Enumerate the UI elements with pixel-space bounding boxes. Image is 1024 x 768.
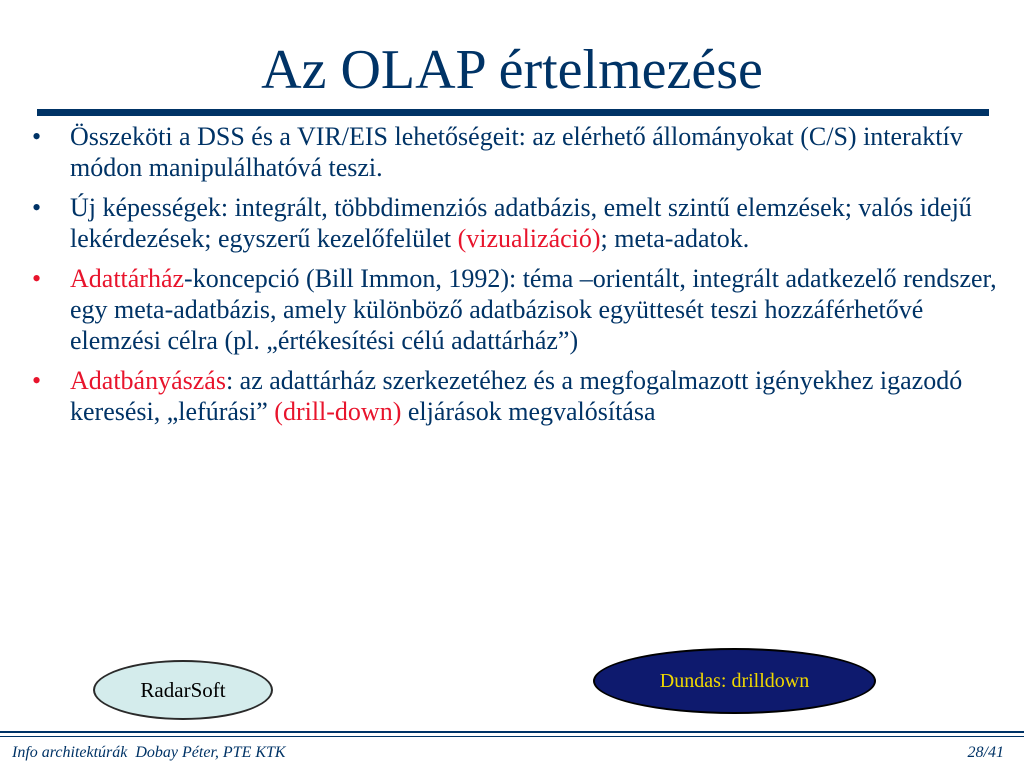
radarsoft-link-button[interactable] [93,660,273,720]
footer-divider [0,736,1024,737]
bullet-item [30,121,1005,183]
highlight-text: (drill-down) [274,397,402,426]
radarsoft-label: RadarSoft [140,677,226,702]
bullet-item [30,263,1005,356]
dundas-drilldown-link-button[interactable] [593,648,876,714]
highlight-text: Adatbányászás [70,366,226,395]
footer-page-number: 28/41 [967,744,1004,761]
highlight-text: Adattárház [70,264,185,293]
bullet-item [30,365,1005,427]
bullet-text: -koncepció (Bill Immon, 1992): téma –orientált, integrált adatkezelő rendszer, egy meta-adatbázis, amely különböző adatbázisok együttesét teszi hozzáférhetővé elemzési célra (pl. „értékesítési célú adattárház”) [70,264,997,355]
slide-title: Az OLAP értelmezése [261,39,763,101]
bullet-marker: • [32,193,42,222]
bullet-text: : az adattárház szerkezetéhez és a megfogalmazott igényekhez igazodó keresési, „lefúrási” [70,366,963,426]
bullet-text: ; meta-adatok. [600,224,750,253]
bullet-text: Új képességek: integrált, többdimenziós adatbázis, emelt szintű elemzések; valós idejű lekérdezések; egyszerű kezelőfelület [70,193,972,253]
bullet-marker: • [32,122,42,151]
highlight-text: (vizualizáció) [457,224,601,253]
dundas-label: Dundas: drilldown [659,669,810,692]
bullet-item [30,192,1005,254]
bullet-marker: • [32,264,42,293]
title-underline [37,109,989,116]
bullet-text: Összeköti a DSS és a VIR/EIS lehetőségeit: az elérhető állományokat (C/S) interaktív módon manipulálhatóvá teszi. [70,122,963,182]
footer-divider [0,731,1024,733]
bullet-list [30,121,1005,436]
bullet-text: eljárások megvalósítása [401,397,656,426]
footer-course-author: Info architektúrák Dobay Péter, PTE KTK [12,744,286,761]
bullet-marker: • [32,366,42,395]
